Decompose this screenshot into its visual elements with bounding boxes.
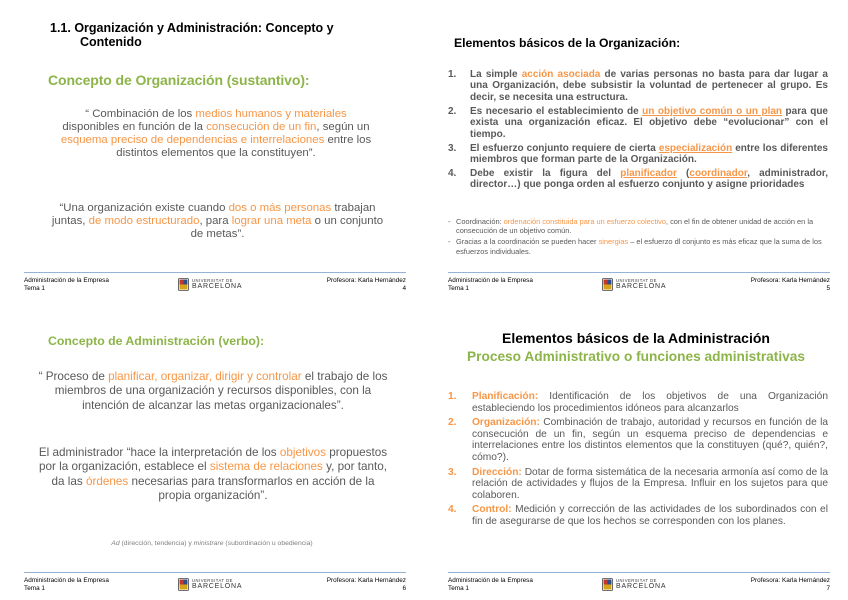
- highlight: dos o más personas: [228, 202, 332, 214]
- slide-6: [0, 300, 424, 600]
- slide-subtitle: Concepto de Organización (sustantivo):: [48, 72, 310, 88]
- list-item: [448, 106, 828, 140]
- item-number: 3.: [448, 466, 457, 478]
- function-description: Identificación de los objetivos de una Organización estableciendo los procedimientos idóneos para alcanzarlos: [472, 391, 828, 414]
- highlight: planificar, organizar, dirigir y controlar: [108, 370, 302, 383]
- text: y, por tanto, da las: [51, 460, 388, 488]
- definition-paragraph-1: [56, 108, 376, 160]
- highlight: planificador: [620, 168, 677, 180]
- topic-name: Tema 1: [24, 585, 45, 592]
- text: “ Combinación de los: [85, 108, 196, 120]
- university-logo: [602, 278, 672, 292]
- item-number: 2.: [448, 417, 457, 429]
- text: trabajan juntas,: [51, 202, 376, 227]
- crest-icon: [178, 278, 189, 291]
- definition-paragraph-2: [38, 446, 388, 504]
- text: La simple: [470, 69, 522, 80]
- text: disponibles en función de la: [62, 121, 207, 133]
- highlight: acción asociada: [521, 69, 601, 80]
- topic-name: Tema 1: [448, 285, 469, 292]
- slide-title: Elementos básicos de la Organización:: [454, 36, 681, 50]
- notes-list: [448, 217, 828, 258]
- text: de varias personas no basta para dar lugar a una Organización, debe subsistir la voluntad de pertenecer al grupo. Es decir, se necesita una estructura.: [470, 69, 828, 103]
- text: (dirección, tendencia) y: [119, 540, 194, 547]
- footer-professor: [751, 577, 830, 593]
- item-number: 3.: [448, 142, 457, 154]
- highlight: sinergias: [598, 237, 629, 247]
- text: El administrador “hace la interpretación de los: [38, 446, 280, 459]
- slide-footer: [448, 272, 830, 294]
- logo-text-2: BARCELONA: [192, 583, 243, 590]
- list-item: [448, 391, 828, 414]
- highlight: órdenes: [85, 474, 129, 488]
- function-description: Dotar de forma sistemática de la necesaria armonía así como de la relación de actividades y flujos de la Empresa. Influir en los sujetos para que colaboren.: [472, 466, 828, 501]
- professor-name: Profesora: Karla Hernández: [750, 277, 830, 284]
- topic-name: Tema 1: [448, 585, 469, 592]
- university-logo: [178, 578, 248, 592]
- text: entre los diferentes miembros que forman parte de la Organización.: [470, 142, 828, 166]
- text: Debe existir la figura del: [470, 168, 621, 180]
- logo-text-2: BARCELONA: [616, 283, 667, 290]
- admin-functions-list: [448, 391, 828, 531]
- text: Coordinación:: [456, 217, 504, 226]
- etymology-note: [30, 540, 394, 547]
- dash: -: [448, 217, 451, 226]
- text: , con el fin de obtener unidad de acción en la consecución de un objetivo común.: [456, 217, 814, 236]
- text: Gracias a la coordinación se pueden hacer: [456, 237, 599, 247]
- list-item: [448, 143, 828, 166]
- highlight: consecución de un fin: [206, 121, 317, 133]
- highlight: lograr una meta: [231, 215, 312, 227]
- dash: -: [448, 237, 451, 247]
- page-number: 6: [402, 585, 406, 592]
- function-term: Organización:: [472, 417, 540, 429]
- footer-professor: [327, 277, 406, 293]
- page-number: 7: [826, 585, 830, 592]
- slide-title: Elementos básicos de la Administración: [502, 330, 770, 346]
- slide-footer: [24, 572, 406, 594]
- logo-text-2: BARCELONA: [192, 283, 243, 290]
- footer-course: [448, 277, 533, 293]
- text: (: [676, 168, 690, 180]
- list-item: [448, 417, 828, 463]
- text: “ Proceso de: [38, 370, 109, 383]
- item-number: 1.: [448, 391, 457, 402]
- text: , según un: [316, 121, 370, 133]
- footer-course: [24, 277, 109, 293]
- highlight: especialización: [658, 142, 733, 154]
- crest-icon: [602, 578, 613, 591]
- function-description: Combinación de trabajo, autoridad y recursos en función de la consecución de un fin, según un esquema preciso de dependencias e interrelaciones entre los distintos elementos que la constituyen (qué?, quién?, cómo?).: [472, 417, 828, 463]
- course-name: Administración de la Empresa: [448, 577, 533, 584]
- highlight: esquema preciso de dependencias e interrelaciones: [60, 134, 325, 146]
- function-term: Planificación:: [472, 391, 539, 402]
- function-term: Dirección:: [472, 466, 522, 478]
- footer-course: [448, 577, 533, 593]
- slide-footer: [448, 572, 830, 594]
- latin-term: Ad: [111, 540, 120, 547]
- highlight: sistema de relaciones: [209, 460, 323, 474]
- page-number: 4: [402, 285, 406, 292]
- footer-course: [24, 577, 109, 593]
- function-description: Medición y corrección de las actividades de los subordinados con el fin de asegurarse de que los hechos se corresponden con los planes.: [472, 504, 828, 527]
- text: El esfuerzo conjunto requiere de cierta: [470, 142, 659, 154]
- university-logo: [602, 578, 672, 592]
- slide-subtitle: Concepto de Administración (verbo):: [48, 334, 265, 348]
- topic-name: Tema 1: [24, 285, 45, 292]
- text: propuestos por la organización, establece el: [38, 446, 388, 474]
- list-item: [448, 168, 828, 191]
- slide-4: [0, 0, 424, 300]
- function-term: Control:: [472, 504, 512, 516]
- university-logo: [178, 278, 248, 292]
- professor-name: Profesora: Karla Hernández: [326, 277, 406, 284]
- footer-professor: [327, 577, 406, 593]
- definition-paragraph-2: [50, 202, 385, 241]
- professor-name: Profesora: Karla Hernández: [326, 577, 406, 584]
- list-item: [448, 467, 828, 502]
- text: para que exista una organización eficaz. El objetivo debe “evolucionar” con el tiempo.: [470, 105, 828, 140]
- text: – el esfuerzo dl conjunto es más eficaz que la suma de los esfuerzos individuales.: [456, 237, 822, 256]
- highlight: un objetivo común o un plan: [642, 105, 783, 117]
- text: “Una organización existe cuando: [59, 202, 229, 214]
- text: (subordinación u obediencia): [223, 540, 313, 547]
- slide-title: [50, 21, 380, 49]
- professor-name: Profesora: Karla Hernández: [750, 577, 830, 584]
- highlight: medios humanos y materiales: [195, 108, 347, 120]
- highlight: ordenación constituida para un esfuerzo colectivo: [503, 217, 666, 226]
- definition-paragraph-1: [38, 370, 388, 413]
- note-item: [448, 217, 828, 235]
- item-number: 2.: [448, 105, 457, 117]
- title-line-1: 1.1. Organización y Administración: Concepto y: [50, 21, 334, 35]
- text: , para: [199, 215, 232, 227]
- footer-professor: [751, 277, 830, 293]
- highlight: de modo estructurado: [88, 215, 200, 227]
- text: o un conjunto de metas”.: [190, 215, 384, 240]
- note-item: [448, 237, 828, 255]
- slide-footer: [24, 272, 406, 294]
- logo-text-2: BARCELONA: [616, 583, 667, 590]
- text: Es necesario el establecimiento de: [470, 105, 643, 117]
- text: , administrador, director…) que ponga orden al esfuerzo conjunto y asigne prioridades: [470, 168, 829, 191]
- logo-text-1: UNIVERSITAT DE: [192, 278, 233, 283]
- highlight: coordinador: [689, 168, 748, 180]
- highlight: objetivos: [279, 446, 327, 459]
- slide-5: [424, 0, 848, 300]
- crest-icon: [178, 578, 189, 591]
- title-line-2: Contenido: [80, 35, 142, 49]
- text: necesarias para transformarlos en acción de la propia organización”.: [128, 474, 375, 503]
- item-number: 4.: [448, 504, 457, 516]
- latin-term: ministrare: [193, 540, 224, 547]
- item-number: 4.: [448, 168, 457, 180]
- crest-icon: [602, 278, 613, 291]
- logo-text-1: UNIVERSITAT DE: [192, 578, 233, 583]
- page-number: 5: [826, 285, 830, 292]
- course-name: Administración de la Empresa: [24, 277, 109, 284]
- text: el trabajo de los miembros de una organización y recursos disponibles, con la intención de alcanzar las metas organizacionales”.: [54, 370, 388, 412]
- item-number: 1.: [448, 69, 457, 80]
- list-item: [448, 69, 828, 103]
- slide-subtitle: Proceso Administrativo o funciones administrativas: [467, 349, 805, 364]
- course-name: Administración de la Empresa: [24, 577, 109, 584]
- slide-7: [424, 300, 848, 600]
- list-item: [448, 504, 828, 527]
- logo-text-1: UNIVERSITAT DE: [616, 278, 657, 283]
- org-elements-list: [448, 69, 828, 193]
- course-name: Administración de la Empresa: [448, 277, 533, 284]
- logo-text-1: UNIVERSITAT DE: [616, 578, 657, 583]
- text: entre los distintos elementos que la constituyen”.: [116, 134, 372, 159]
